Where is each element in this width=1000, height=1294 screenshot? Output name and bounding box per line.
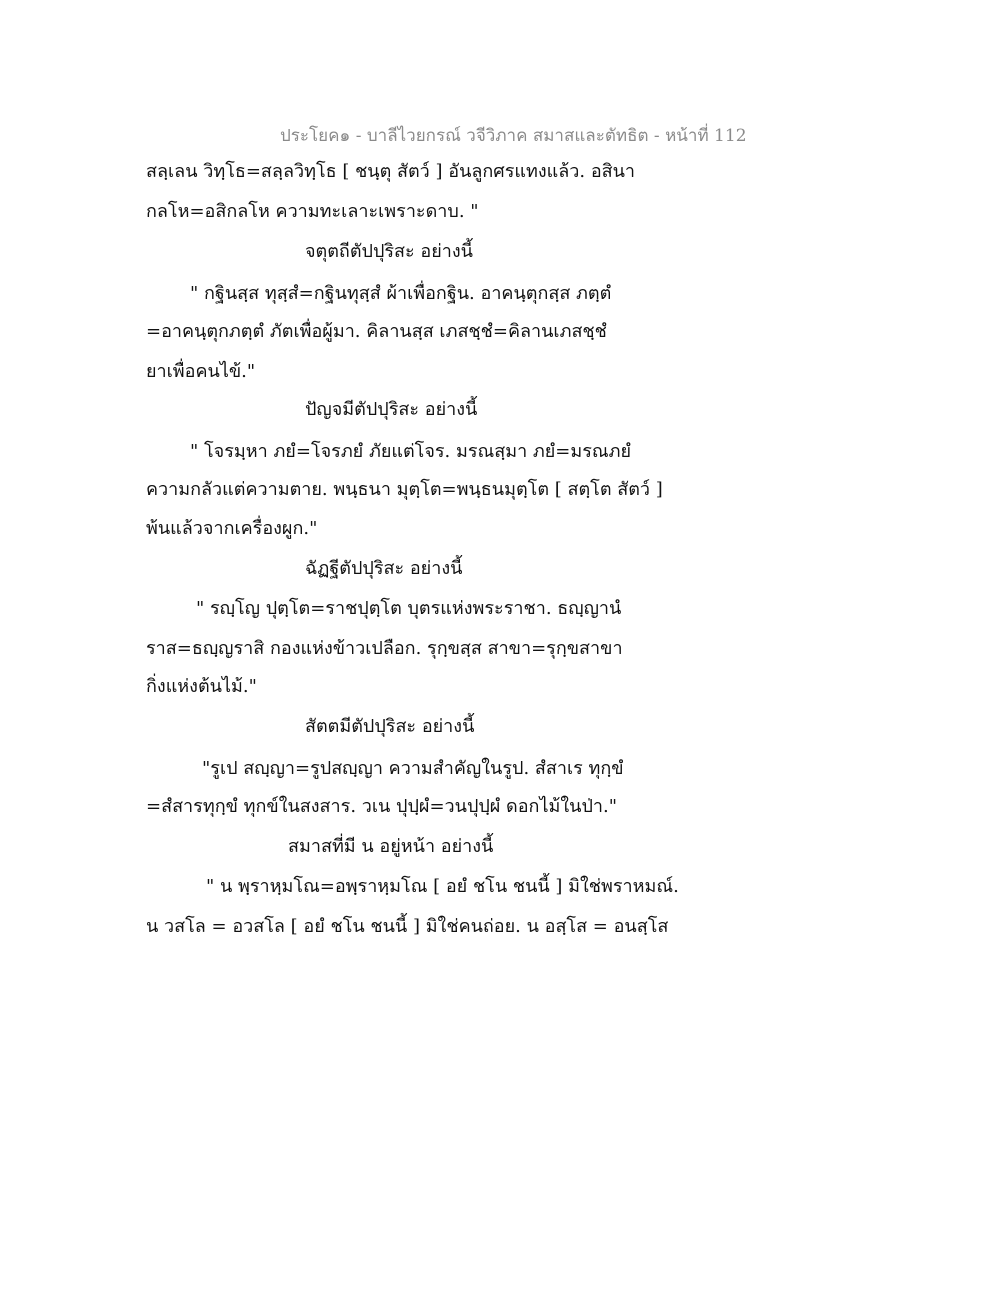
- text-line: ยาเพื่อคนไข้.": [146, 361, 256, 382]
- text-line: " รญฺโญ ปุตฺโต=ราชปุตฺโต บุตรแห่งพระราชา. ธญฺญานํ: [196, 598, 622, 619]
- text-line: " กฐินสฺส ทุสฺสํ=กฐินทุสฺสํ ผ้าเพื่อกฐิน. อาคนฺตุกสฺส ภตฺตํ: [190, 283, 612, 304]
- text-line: น วสโล = อวสโล [ อยํ ชโน ชนนี้ ] มิใช่คนถ่อย. น อสฺโส = อนสฺโส: [146, 916, 669, 937]
- page-header: ประโยค๑ - บาลีไวยกรณ์ วจีวิภาค สมาสและตัทธิต - หน้าที่ 112: [280, 126, 747, 146]
- text-line: =สํสารทุกฺขํ ทุกข์ในสงสาร. วเน ปุปฺผํ=วนปุปฺผํ ดอกไม้ในป่า.": [146, 796, 618, 817]
- text-line: =อาคนฺตุกภตฺตํ ภัตเพื่อผู้มา. คิลานสฺส เภสชฺชํ=คิลานเภสชฺชํ: [146, 321, 607, 342]
- text-line: "รูเป สญฺญา=รูปสญฺญา ความสำคัญในรูป. สํสาเร ทุกฺขํ: [202, 758, 624, 779]
- text-line: กลโห=อสิกลโห ความทะเลาะเพราะดาบ. ": [146, 201, 479, 222]
- text-line: กิ่งแห่งต้นไม้.": [146, 676, 257, 697]
- section-heading: ฉัฏฐีตัปปุริสะ อย่างนี้: [305, 558, 463, 579]
- text-line: " น พฺราหฺมโณ=อพฺราหฺมโณ [ อยํ ชโน ชนนี้ ] มิใช่พราหมณ์.: [206, 876, 679, 897]
- section-heading: สมาสที่มี น อยู่หน้า อย่างนี้: [288, 836, 494, 857]
- text-line: " โจรมฺหา ภยํ=โจรภยํ ภัยแต่โจร. มรณสฺมา ภยํ=มรณภยํ: [190, 441, 632, 462]
- text-line: ความกลัวแต่ความตาย. พนฺธนา มุตฺโต=พนฺธนมุตฺโต [ สตฺโต สัตว์ ]: [146, 479, 663, 500]
- text-line: ราส=ธญฺญราสิ กองแห่งข้าวเปลือก. รุกฺขสฺส สาขา=รุกฺขสาขา: [146, 638, 623, 659]
- section-heading: สัตตมีตัปปุริสะ อย่างนี้: [305, 716, 475, 737]
- text-line: พ้นแล้วจากเครื่องผูก.": [146, 518, 318, 539]
- section-heading: ปัญจมีตัปปุริสะ อย่างนี้: [305, 399, 478, 420]
- text-line: สลฺเลน วิทฺโธ=สลฺลวิทฺโธ [ ชนฺตุ สัตว์ ] อันลูกศรแทงแล้ว. อสินา: [146, 161, 636, 182]
- section-heading: จตุตถีตัปปุริสะ อย่างนี้: [305, 241, 473, 262]
